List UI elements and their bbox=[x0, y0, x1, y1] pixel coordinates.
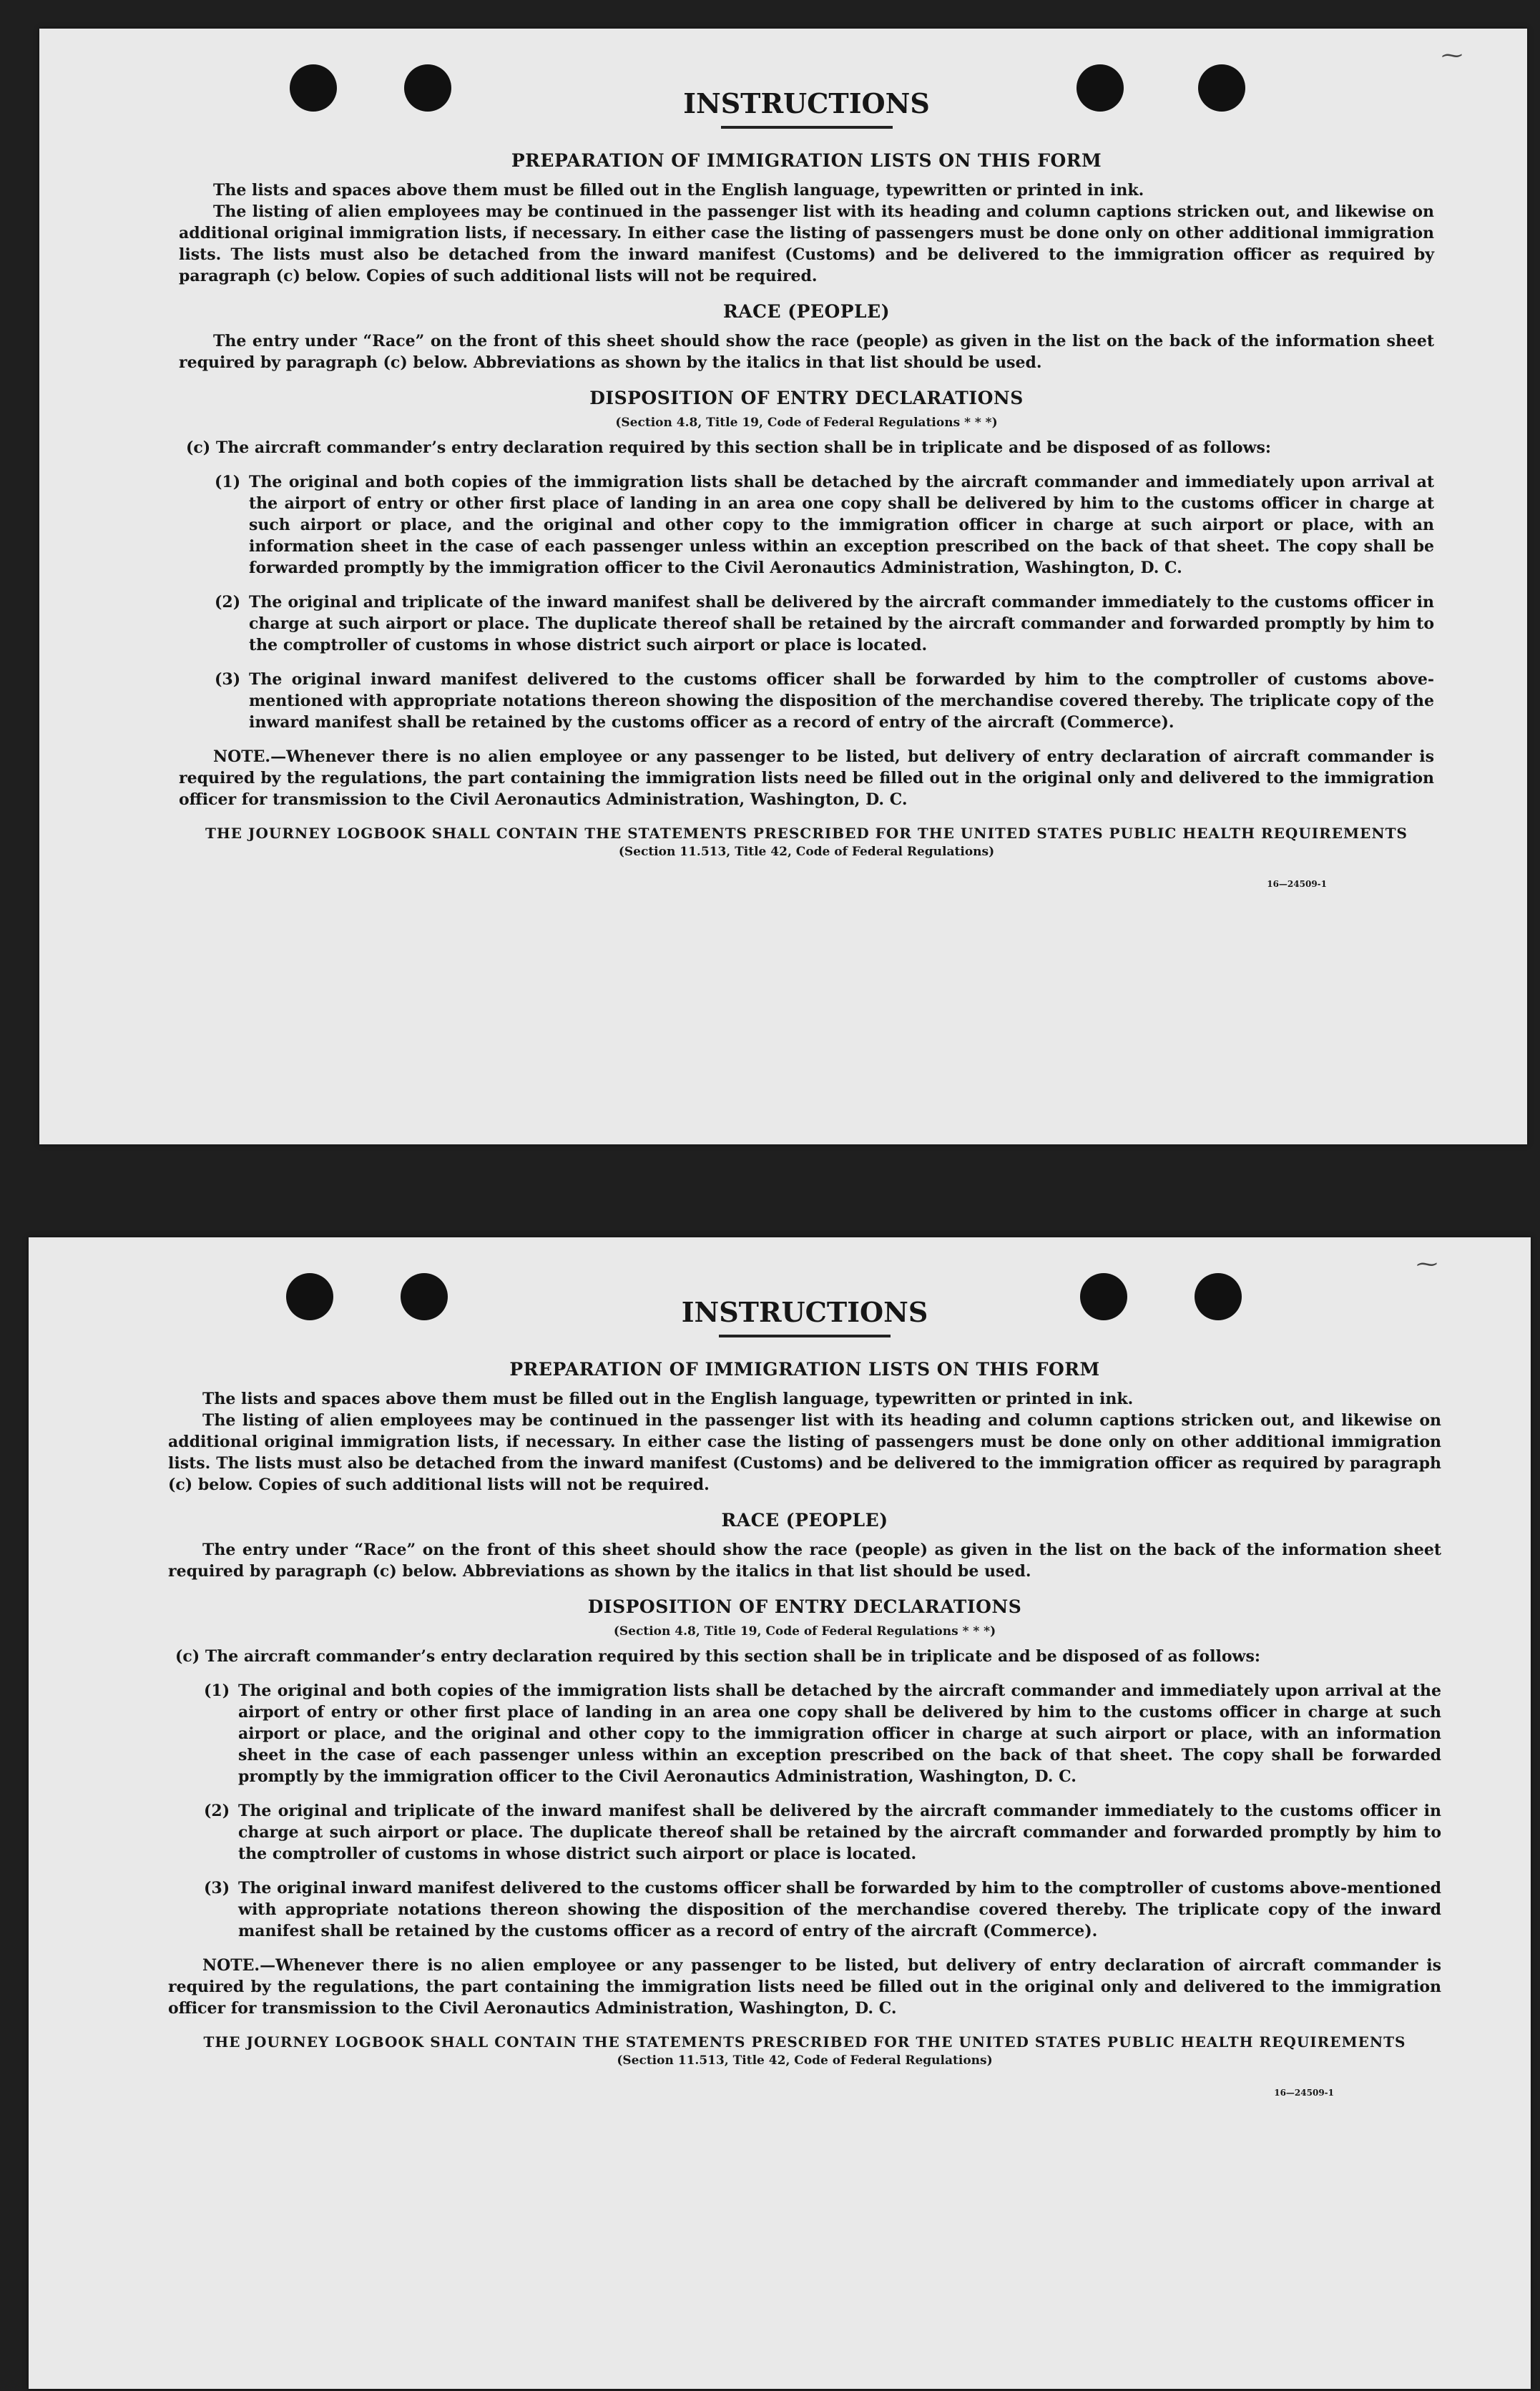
prep-paragraph-2: The listing of alien employees may be continued in the passenger list with its heading and column captions stricken out, and likewise on additional original immigration lists, if necessary. In either case the listing of passengers must be done only on other additional immigration lists. The lists must also be detached from the inward manifest (Customs) and be delivered to the immigration officer as required by paragraph (c) below. Copies of such additional lists will not be required. bbox=[179, 202, 1434, 285]
item-number: (3) bbox=[204, 1879, 230, 1897]
disposition-items bbox=[168, 1680, 1441, 1942]
item-number: (2) bbox=[215, 593, 241, 612]
item-number: (1) bbox=[215, 473, 241, 491]
form-number: 16—24509-1 bbox=[1267, 879, 1327, 889]
list-item bbox=[215, 591, 1434, 656]
prep-paragraph-1: The lists and spaces above them must be filled out in the English language, typewritten or printed in ink. bbox=[213, 181, 1144, 200]
page-title: INSTRUCTIONS bbox=[681, 1296, 928, 1328]
disposition-citation: (Section 4.8, Title 19, Code of Federal Regulations * * *) bbox=[613, 1624, 996, 1639]
list-item bbox=[215, 471, 1434, 579]
instruction-sheet-1 bbox=[39, 29, 1527, 1144]
note-paragraph: NOTE.—Whenever there is no alien employee or any passenger to be listed, but delivery of entry declaration of aircraft commander is required by the regulations, the part containing the immigration lists need be filled out in the original only and delivered to the immigration officer for transmission to the Civil Aeronautics Administration, Washington, D. C. bbox=[168, 1956, 1441, 2018]
list-item bbox=[204, 1680, 1441, 1787]
health-requirements-line: THE JOURNEY LOGBOOK SHALL CONTAIN THE STATEMENTS PRESCRIBED FOR THE UNITED STATES PUBLIC HEALTH REQUIREMENTS bbox=[205, 825, 1408, 842]
item-text: The original and triplicate of the inward manifest shall be delivered by the aircraft commander immediately to the customs officer in charge at such airport or place. The duplicate thereof shall be retained by the aircraft commander and forwarded promptly by him to the comptroller of customs in whose district such airport or place is located. bbox=[249, 593, 1434, 654]
instruction-sheet-2 bbox=[29, 1237, 1531, 2389]
disposition-heading: DISPOSITION OF ENTRY DECLARATIONS bbox=[587, 1596, 1022, 1617]
item-text: The original inward manifest delivered to the customs officer shall be forwarded by him to the comptroller of customs above-mentioned with appropriate notations thereon showing the disposition of the merchandise covered thereby. The triplicate copy of the inward manifest shall be retained by the customs officer as a record of entry of the aircraft (Commerce). bbox=[238, 1879, 1441, 1940]
pen-mark-icon: ⁓ bbox=[1416, 1252, 1438, 1277]
health-citation: (Section 11.513, Title 42, Code of Federal Regulations) bbox=[618, 845, 995, 859]
list-item bbox=[215, 669, 1434, 733]
race-paragraph: The entry under “Race” on the front of this sheet should show the race (people) as given in the list on the back of the information sheet required by paragraph (c) below. Abbreviations as shown by the italics in that list should be used. bbox=[179, 332, 1434, 372]
prep-heading: PREPARATION OF IMMIGRATION LISTS ON THIS FORM bbox=[511, 150, 1102, 171]
race-paragraph: The entry under “Race” on the front of this sheet should show the race (people) as given in the list on the back of the information sheet required by paragraph (c) below. Abbreviations as shown by the italics in that list should be used. bbox=[168, 1541, 1441, 1581]
disposition-citation: (Section 4.8, Title 19, Code of Federal Regulations * * *) bbox=[615, 416, 998, 430]
disposition-heading: DISPOSITION OF ENTRY DECLARATIONS bbox=[589, 388, 1024, 408]
item-text: The original and triplicate of the inward manifest shall be delivered by the aircraft commander immediately to the customs officer in charge at such airport or place. The duplicate thereof shall be retained by the aircraft commander and forwarded promptly by him to the comptroller of customs in whose district such airport or place is located. bbox=[238, 1802, 1441, 1863]
item-text: The original and both copies of the immigration lists shall be detached by the aircraft commander and immediately upon arrival at the airport of entry or other first place of landing in an area one copy shall be delivered by him to the customs officer in charge at such airport or place, and the original and other copy to the immigration officer in charge at such airport or place, with an information sheet in the case of each passenger unless within an exception prescribed on the back of that sheet. The copy shall be forwarded promptly by the immigration officer to the Civil Aeronautics Administration, Washington, D. C. bbox=[249, 473, 1434, 577]
prep-paragraph-2: The listing of alien employees may be continued in the passenger list with its heading and column captions stricken out, and likewise on additional original immigration lists, if necessary. In either case the listing of passengers must be done only on other additional immigration lists. The lists must also be detached from the inward manifest (Customs) and be delivered to the immigration officer as required by paragraph (c) below. Copies of such additional lists will not be required. bbox=[168, 1411, 1441, 1494]
prep-heading: PREPARATION OF IMMIGRATION LISTS ON THIS FORM bbox=[509, 1359, 1100, 1380]
health-citation: (Section 11.513, Title 42, Code of Federal Regulations) bbox=[617, 2053, 993, 2068]
item-text: The original inward manifest delivered to the customs officer shall be forwarded by him to the comptroller of customs above-mentioned with appropriate notations thereon showing the disposition of the merchandise covered thereby. The triplicate copy of the inward manifest shall be retained by the customs officer as a record of entry of the aircraft (Commerce). bbox=[249, 670, 1434, 732]
title-underline bbox=[719, 1335, 891, 1337]
race-heading: RACE (PEOPLE) bbox=[721, 1510, 888, 1531]
disposition-paragraph-c: (c) The aircraft commander’s entry declaration required by this section shall be in triplicate and be disposed of as follows: bbox=[186, 438, 1271, 457]
list-item bbox=[204, 1877, 1441, 1942]
health-requirements-line: THE JOURNEY LOGBOOK SHALL CONTAIN THE STATEMENTS PRESCRIBED FOR THE UNITED STATES PUBLIC HEALTH REQUIREMENTS bbox=[203, 2033, 1406, 2051]
list-item bbox=[204, 1800, 1441, 1865]
prep-paragraph-1: The lists and spaces above them must be filled out in the English language, typewritten or printed in ink. bbox=[202, 1390, 1134, 1408]
sheet-body bbox=[39, 86, 1527, 889]
item-number: (3) bbox=[215, 670, 241, 689]
title-underline bbox=[721, 126, 893, 129]
sheet-body bbox=[29, 1295, 1531, 2098]
note-paragraph: NOTE.—Whenever there is no alien employee or any passenger to be listed, but delivery of entry declaration of aircraft commander is required by the regulations, the part containing the immigration lists need be filled out in the original only and delivered to the immigration officer for transmission to the Civil Aeronautics Administration, Washington, D. C. bbox=[179, 747, 1434, 809]
disposition-items bbox=[179, 471, 1434, 733]
form-number: 16—24509-1 bbox=[1274, 2088, 1334, 2098]
item-number: (1) bbox=[204, 1681, 230, 1700]
disposition-paragraph-c: (c) The aircraft commander’s entry declaration required by this section shall be in triplicate and be disposed of as follows: bbox=[175, 1647, 1260, 1666]
item-number: (2) bbox=[204, 1802, 230, 1820]
race-heading: RACE (PEOPLE) bbox=[722, 301, 891, 322]
page-title: INSTRUCTIONS bbox=[683, 87, 930, 119]
pen-mark-icon: ⁓ bbox=[1441, 43, 1463, 68]
item-text: The original and both copies of the immigration lists shall be detached by the aircraft commander and immediately upon arrival at the airport of entry or other first place of landing in an area one copy shall be delivered by him to the customs officer in charge at such airport or place, and the original and other copy to the immigration officer in charge at such airport or place, with an information sheet in the case of each passenger unless within an exception prescribed on the back of that sheet. The copy shall be forwarded promptly by the immigration officer to the Civil Aeronautics Administration, Washington, D. C. bbox=[238, 1681, 1441, 1786]
